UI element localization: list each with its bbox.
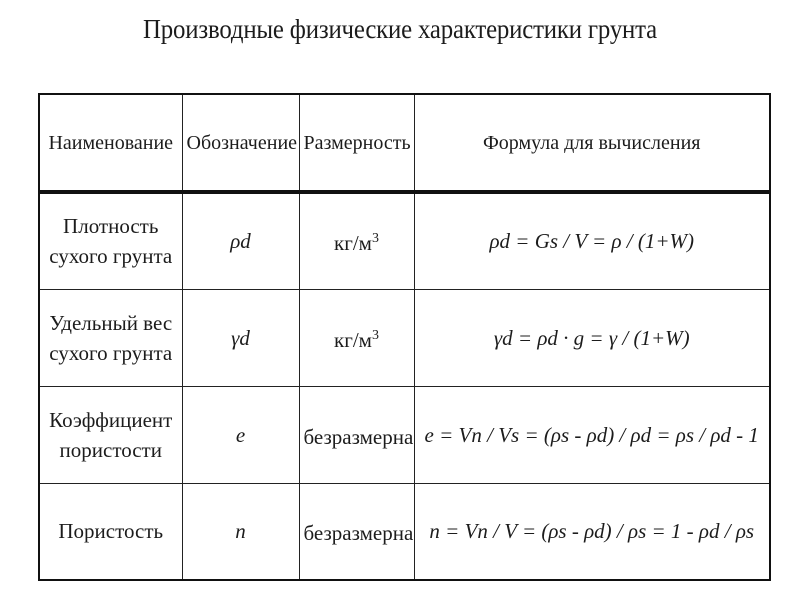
table-row: [39, 192, 770, 289]
name-line: Плотность: [63, 214, 159, 239]
name-line: Удельный вес: [49, 310, 173, 335]
table-header-row: [39, 94, 770, 192]
name-line: пористости: [59, 437, 162, 462]
formula-cell: n = Vn / V = (ρs - ρd) / ρs = 1 - ρd / ρs: [414, 483, 770, 580]
table-row: [39, 289, 770, 386]
name-line: сухого грунта: [49, 340, 173, 365]
name-cell: [39, 289, 182, 386]
unit-cell: [299, 289, 414, 386]
unit-base: безразмерна: [303, 424, 414, 449]
name-cell: [39, 192, 182, 289]
table-row: [39, 483, 770, 580]
symbol-cell: ρd: [182, 192, 299, 289]
header-unit: Размерность: [299, 94, 414, 192]
name-line: сухого грунта: [49, 244, 173, 269]
name-cell: [39, 386, 182, 483]
name-line: Пористость: [58, 519, 164, 544]
unit-exponent: 3: [371, 231, 379, 247]
unit-base: безразмерна: [303, 521, 414, 546]
unit-cell: [299, 483, 414, 580]
name-line: Коэффициент: [49, 407, 173, 432]
table-row: [39, 386, 770, 483]
header-name: Наименование: [39, 94, 182, 192]
formula-cell: γd = ρd · g = γ / (1+W): [414, 289, 770, 386]
unit-base: кг/м: [334, 327, 372, 352]
unit-cell: [299, 386, 414, 483]
header-symbol: Обозначение: [182, 94, 299, 192]
name-cell: [39, 483, 182, 580]
soil-properties-table: [38, 93, 771, 581]
slide-title: Производные физические характеристики грунта: [143, 14, 657, 44]
unit-base: кг/м: [334, 231, 372, 256]
symbol-cell: γd: [182, 289, 299, 386]
header-formula: Формула для вычисления: [414, 94, 770, 192]
unit-cell: [299, 192, 414, 289]
symbol-cell: e: [182, 386, 299, 483]
symbol-cell: n: [182, 483, 299, 580]
formula-cell: ρd = Gs / V = ρ / (1+W): [414, 192, 770, 289]
formula-cell: e = Vn / Vs = (ρs - ρd) / ρd = ρs / ρd - 1: [414, 386, 770, 483]
unit-exponent: 3: [371, 327, 379, 343]
